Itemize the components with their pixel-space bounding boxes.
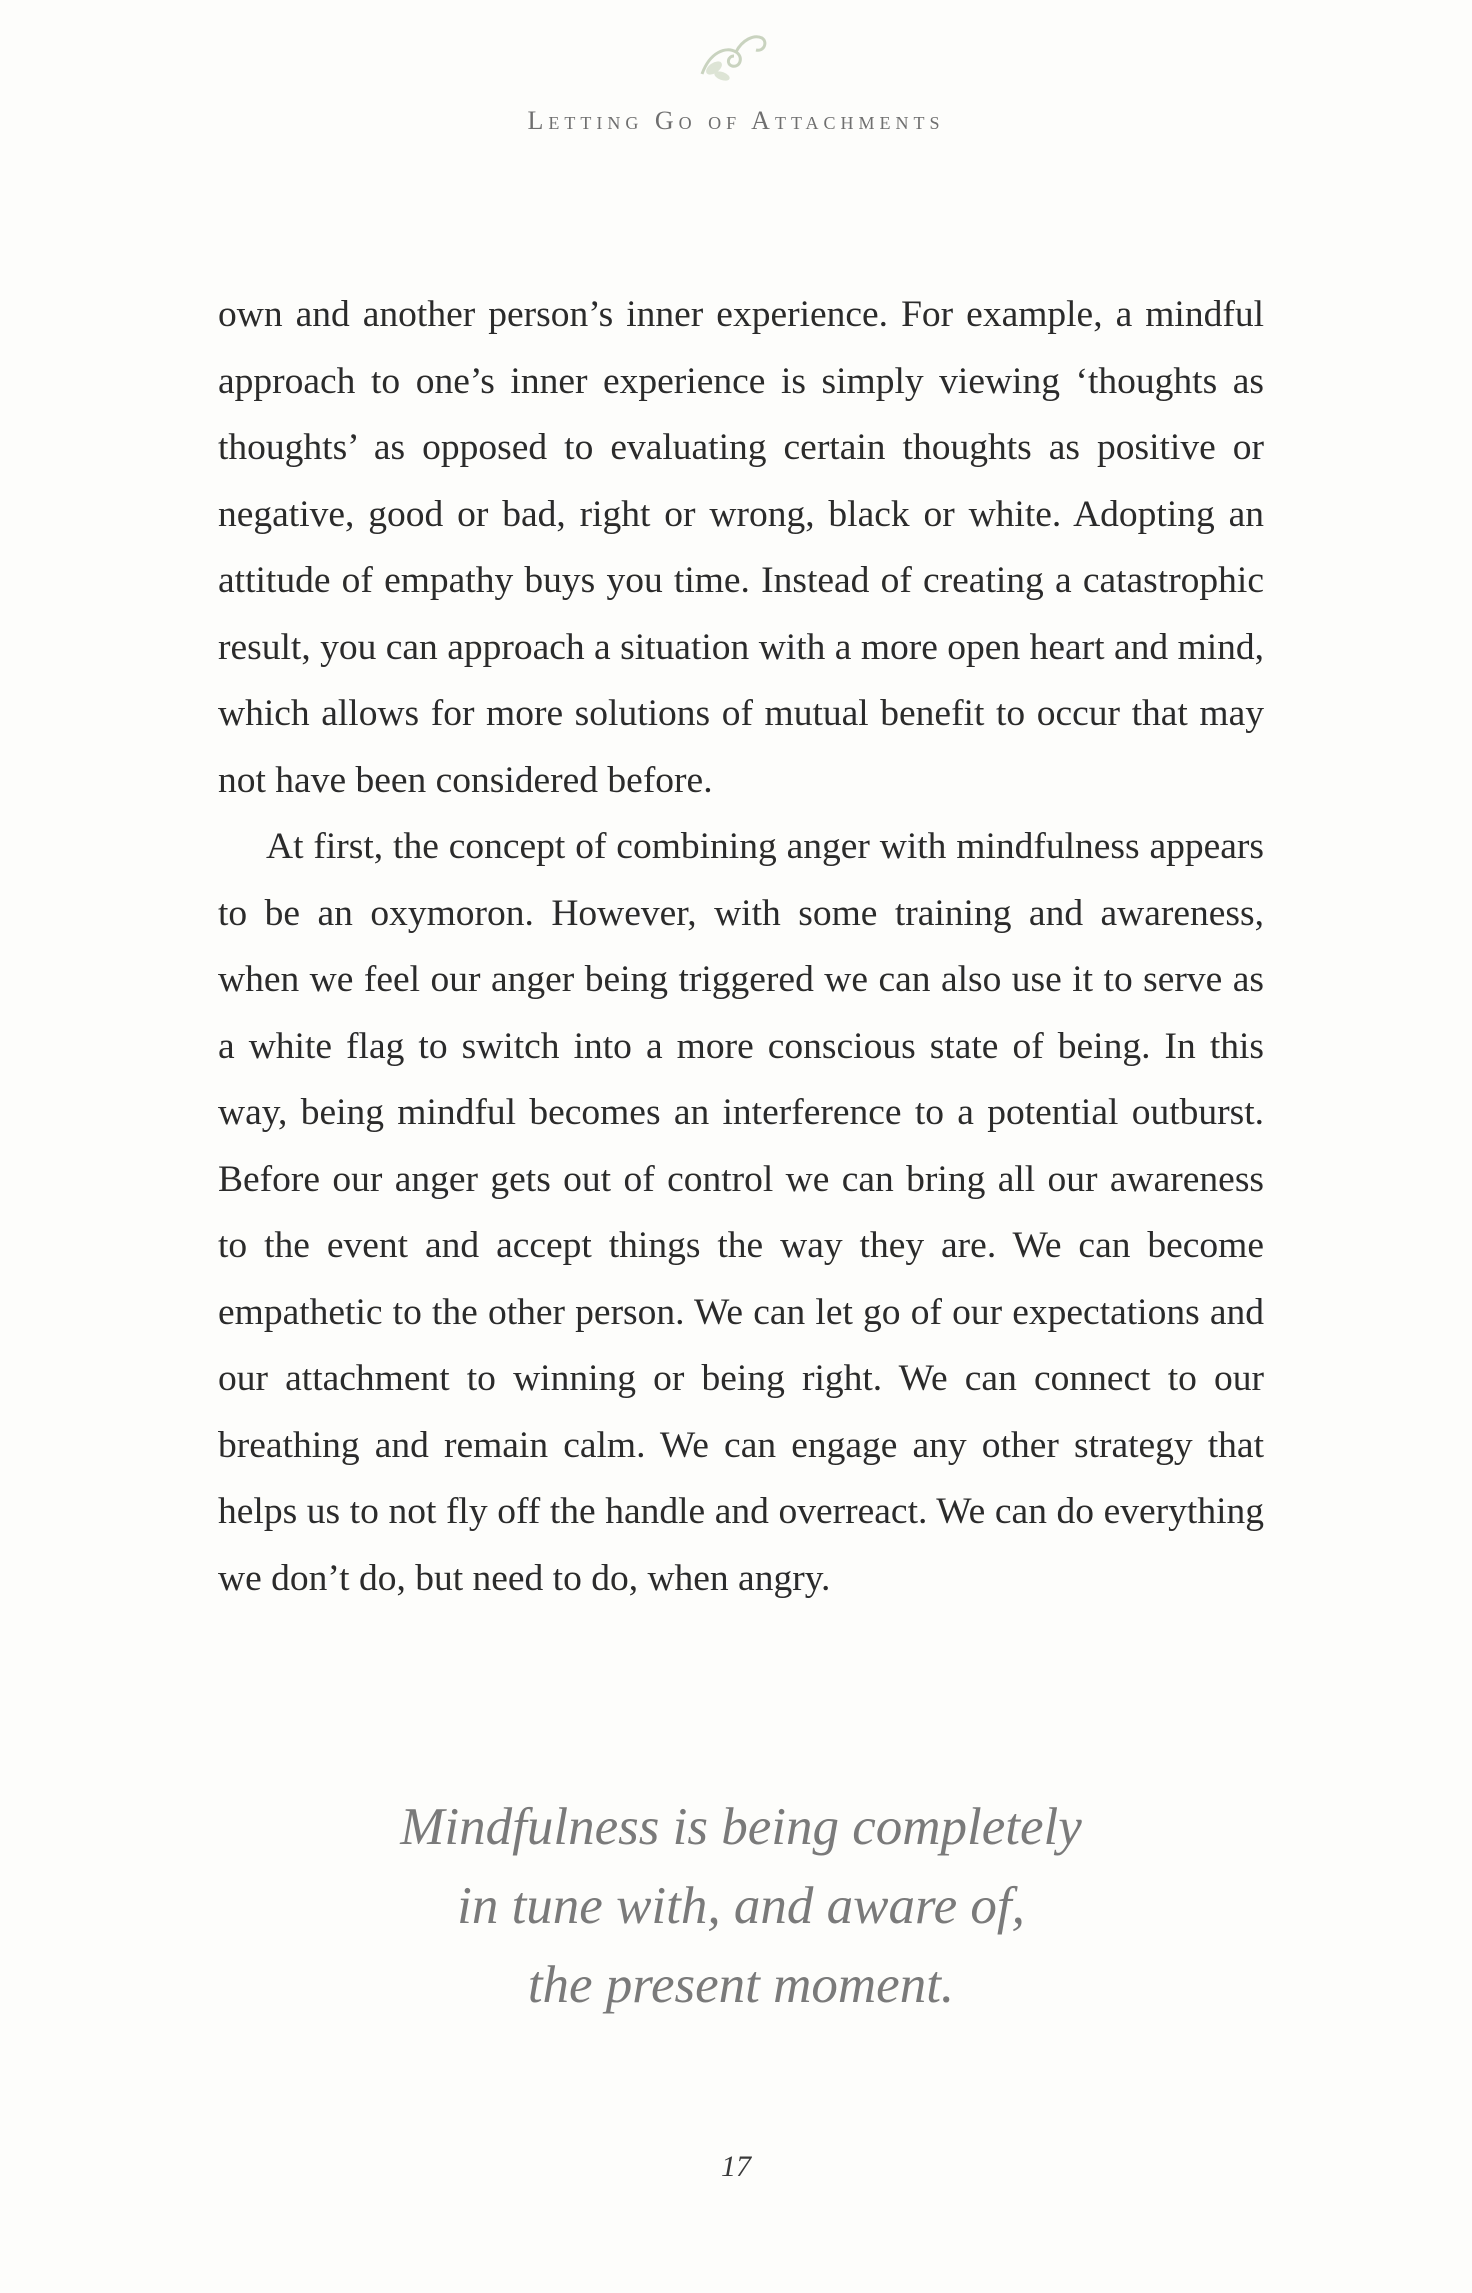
- pull-quote-line-1: Mindfulness is being completely: [400, 1798, 1082, 1856]
- pull-quote-line-2: in tune with, and aware of,: [457, 1877, 1025, 1935]
- running-head: Letting Go of Attachments: [527, 106, 945, 135]
- pull-quote-line-3: the present moment.: [527, 1956, 955, 2014]
- page-number: 17: [721, 2150, 751, 2183]
- body-text: [218, 282, 1264, 1612]
- paragraph-1: own and another person’s inner experience. For example, a mindful approach to one’s inner experience is simply viewing ‘thoughts as thoughts’ as opposed to evaluating certain thoughts as positive or negative, good or bad, right or wrong, black or white. Adopting an attitude of empathy buys you time. Instead of creating a catastrophic result, you can approach a situation with a more open heart and mind, which allows for more solutions of mutual benefit to occur that may not have been considered before.: [218, 294, 1264, 801]
- pull-quote: [218, 1788, 1264, 2025]
- leaf-swirl-ornament-icon: [692, 22, 772, 92]
- paragraph-2: At first, the concept of combining anger with mindfulness appears to be an oxymoron. However, with some training and awareness, when we feel our anger being triggered we can also use it to serve as a white flag to switch into a more conscious state of being. In this way, being mindful becomes an interference to a potential outburst. Before our anger gets out of control we can bring all our awareness to the event and accept things the way they are. We can become empathetic to the other person. We can let go of our expectations and our attachment to winning or being right. We can connect to our breathing and remain calm. We can engage any other strategy that helps us to not fly off the handle and overreact. We can do everything we don’t do, but need to do, when angry.: [218, 826, 1264, 1599]
